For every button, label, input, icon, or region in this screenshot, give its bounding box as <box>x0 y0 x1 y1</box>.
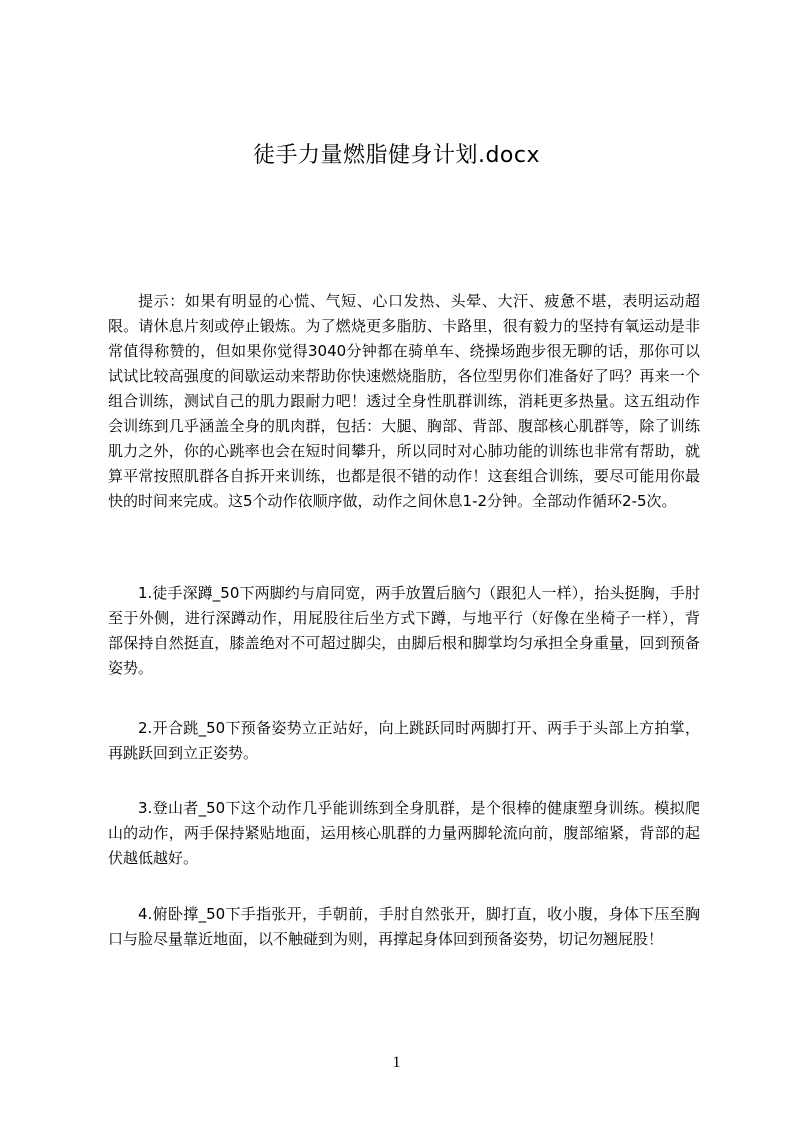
exercise-paragraph-push-up: 4.俯卧撑_50下手指张开，手朝前，手肘自然张开，脚打直，收小腹，身体下压至胸口与脸尽量靠近地面，以不触碰到为则，再撑起身体回到预备姿势，切记勿翘屁股！ <box>108 905 700 948</box>
intro-paragraph: 提示：如果有明显的心慌、气短、心口发热、头晕、大汗、疲惫不堪，表明运动超限。请休息片刻或停止锻炼。为了燃烧更多脂肪、卡路里，很有毅力的坚持有氧运动是非常值得称赞的，但如果你觉得3040分钟都在骑单车、绕操场跑步很无聊的话，那你可以试试比较高强度的间歇运动来帮助你快速燃烧脂肪，各位型男你们准备好了吗？再来一个组合训练，测试自己的肌力跟耐力吧！透过全身性肌群训练，消耗更多热量。这五组动作会训练到几乎涵盖全身的肌肉群，包括：大腿、胸部、背部、腹部核心肌群等，除了训练肌力之外，你的心跳率也会在短时间攀升，所以同时对心肺功能的训练也非常有帮助，就算平常按照肌群各自拆开来训练，也都是很不错的动作！这套组合训练，要尽可能用你最快的时间来完成。这5个动作依顺序做，动作之间休息1-2分钟。全部动作循环2-5次。 <box>108 292 700 510</box>
document-title: 徒手力量燃脂健身计划.docx <box>252 143 541 168</box>
exercise-paragraph-mountain-climber: 3.登山者_50下这个动作几乎能训练到全身肌群，是个很棒的健康塑身训练。模拟爬山的动作，两手保持紧贴地面，运用核心肌群的力量两脚轮流向前，腹部缩紧，背部的起伏越低越好。 <box>108 799 700 867</box>
exercise-paragraph-squat: 1.徒手深蹲_50下两脚约与肩同宽，两手放置后脑勺（跟犯人一样），抬头挺胸，手肘至于外侧，进行深蹲动作，用屁股往后坐方式下蹲，与地平行（好像在坐椅子一样），背部保持自然挺直，膝盖绝对不可超过脚尖，由脚后根和脚掌均匀承担全身重量，回到预备姿势。 <box>108 584 700 677</box>
exercise-paragraph-jumping-jack: 2.开合跳_50下预备姿势立正站好，向上跳跃同时两脚打开、两手于头部上方拍掌，再跳跃回到立正姿势。 <box>108 719 700 762</box>
page-number: 1 <box>392 1054 401 1071</box>
